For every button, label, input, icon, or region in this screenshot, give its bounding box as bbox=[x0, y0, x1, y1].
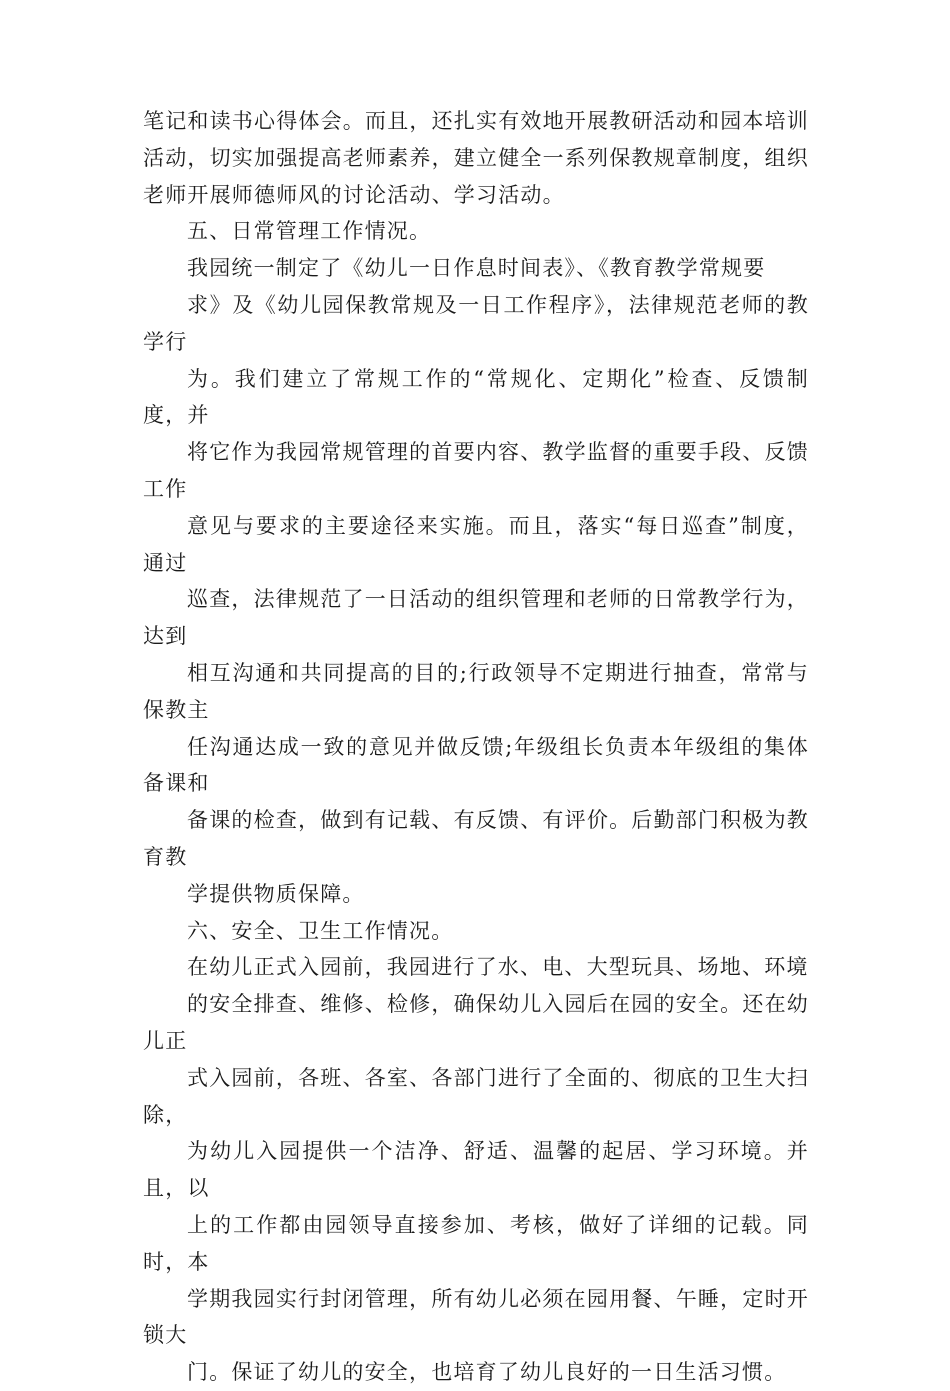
text-line: 在幼儿正式入园前，我园进行了水、电、大型玩具、场地、环境 bbox=[187, 955, 809, 980]
text-line: 门。保证了幼儿的安全，也培育了幼儿良好的一日生活习惯。 bbox=[187, 1360, 787, 1385]
text-line: 的安全排查、维修、检修，确保幼儿入园后在园的安全。还在幼儿正 bbox=[143, 992, 809, 1053]
text-line: 相互沟通和共同提高的目的;行政领导不定期进行抽查，常常与保教主 bbox=[143, 660, 809, 722]
text-line: 为。我们建立了常规工作的“常规化、定期化”检查、反馈制度，并 bbox=[143, 366, 809, 428]
text-line: 学期我园实行封闭管理，所有幼儿必须在园用餐、午睡，定时开锁大 bbox=[143, 1286, 809, 1348]
text-line: 笔记和读书心得体会。而且，还扎实有效地开展教研活动和园本培训 bbox=[143, 109, 809, 133]
paragraph-safety-hygiene bbox=[143, 949, 809, 1391]
paragraph-continuation bbox=[143, 103, 809, 213]
text-line: 老师开展师德师风的讨论活动、学习活动。 bbox=[143, 182, 565, 207]
text-line: 六、安全、卫生工作情况。 bbox=[187, 918, 454, 943]
text-line: 学提供物质保障。 bbox=[187, 881, 365, 906]
text-line: 求》及《幼儿园保教常规及一日工作程序》，法律规范老师的教学行 bbox=[143, 292, 809, 354]
text-line: 我园统一制定了《幼儿一日作息时间表》、《教育教学常规要 bbox=[187, 256, 766, 281]
text-line: 意见与要求的主要途径来实施。而且，落实“每日巡查”制度，通过 bbox=[143, 513, 809, 575]
paragraph-daily-management bbox=[143, 250, 809, 912]
text-line: 活动，切实加强提高老师素养，建立健全一系列保教规章制度，组织 bbox=[143, 145, 809, 170]
text-line: 为幼儿入园提供一个洁净、舒适、温馨的起居、学习环境。并且，以 bbox=[143, 1139, 809, 1201]
paragraph-heading-6 bbox=[143, 913, 809, 950]
paragraph-heading-5 bbox=[143, 213, 809, 250]
text-line: 式入园前，各班、各室、各部门进行了全面的、彻底的卫生大扫除， bbox=[143, 1065, 809, 1127]
text-line: 巡查，法律规范了一日活动的组织管理和老师的日常教学行为，达到 bbox=[143, 587, 809, 649]
text-line: 上的工作都由园领导直接参加、考核，做好了详细的记载。同时，本 bbox=[143, 1212, 809, 1274]
text-line: 五、日常管理工作情况。 bbox=[187, 219, 432, 244]
text-line: 备课的检查，做到有记载、有反馈、有评价。后勤部门积极为教育教 bbox=[143, 808, 809, 869]
text-line: 将它作为我园常规管理的首要内容、教学监督的重要手段、反馈工作 bbox=[143, 440, 809, 501]
text-line: 任沟通达成一致的意见并做反馈;年级组长负责本年级组的集体备课和 bbox=[143, 734, 809, 796]
document-body bbox=[143, 103, 809, 1391]
